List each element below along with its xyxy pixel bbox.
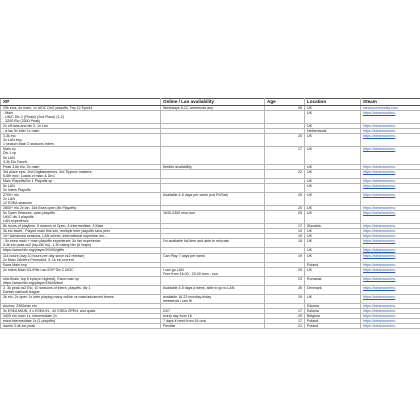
table-row bbox=[1, 183, 420, 192]
steam-link[interactable]: https://steamcommu bbox=[361, 147, 420, 164]
xp-cell-line: LAN experience bbox=[3, 219, 29, 224]
location-cell[interactable]: Netherlands bbox=[305, 129, 361, 134]
location-cell[interactable]: UK bbox=[305, 248, 361, 253]
location-cell[interactable]: UK bbox=[305, 169, 361, 178]
steam-link[interactable]: https://steamcommu bbox=[361, 192, 420, 205]
xp-cell-line: - a lan 5x inter 1x main bbox=[3, 129, 40, 134]
players-table bbox=[0, 98, 420, 329]
location-cell[interactable]: UK bbox=[305, 111, 361, 124]
age-cell[interactable]: 19 bbox=[265, 253, 305, 262]
table-row bbox=[1, 324, 420, 329]
steam-link[interactable]: https://steamcommu bbox=[361, 248, 420, 253]
header-row bbox=[1, 99, 420, 106]
table-row bbox=[1, 192, 420, 205]
xp-cell-line: 5x Open Seasons, open playoffs bbox=[3, 211, 55, 216]
steam-link[interactable]: https://steamcommu bbox=[361, 314, 420, 319]
availability-cell[interactable] bbox=[161, 211, 265, 224]
column-header-xp[interactable]: XP bbox=[1, 99, 161, 106]
xp-cell[interactable] bbox=[1, 285, 161, 294]
xp-cell-line: 2x Inters Main ICL/Rife Lan EXP Div 2 UKIC bbox=[3, 267, 74, 272]
age-cell[interactable]: 17 bbox=[265, 224, 305, 229]
column-header-availability[interactable]: Online / Lan availability bbox=[161, 99, 265, 106]
availability-cell-line: Weekdays 5-12, weekends any bbox=[163, 106, 213, 110]
availability-cell[interactable] bbox=[161, 253, 265, 262]
age-cell[interactable]: 18 bbox=[265, 239, 305, 248]
steam-link[interactable]: https://steamcommu bbox=[361, 129, 420, 134]
availability-cell-line: Can Play 7 days per week bbox=[163, 253, 205, 258]
steam-link[interactable]: https://steamcommu bbox=[361, 262, 420, 267]
xp-cell-line: https://www.hltv.org/player/24628/skol bbox=[3, 280, 64, 285]
availability-cell-line: Available 4-5 days per week (not Fri/Sat) bbox=[163, 192, 228, 197]
steam-link[interactable]: https://steamcommu bbox=[361, 111, 420, 124]
table-row bbox=[1, 147, 420, 164]
availability-cell-line: every day from 16 bbox=[163, 314, 192, 319]
xp-cell-line: 8k hours of playtime. 5 season of Open, 4 Intermediate, 3 Main. bbox=[3, 224, 105, 229]
age-cell[interactable]: 21 bbox=[265, 324, 305, 329]
xp-cell-line: Main Playoffs/Div 1 Playoffs xp bbox=[3, 178, 53, 183]
xp-cell-line: 2x Main 2xInters Promoted, 3: 1k elo current bbox=[3, 257, 74, 262]
steam-link[interactable]: https://steamcommu bbox=[361, 134, 420, 147]
xp-cell-line: - UKIC Div 1 (Finals) (2nd Place) (1-2) bbox=[3, 115, 64, 120]
xp-cell-line: 3400 elo main 1x, intermediate 2x bbox=[3, 314, 57, 319]
xp-cell[interactable] bbox=[1, 111, 161, 124]
table-row bbox=[1, 239, 420, 248]
age-cell[interactable]: 19 bbox=[265, 234, 305, 239]
age-cell[interactable] bbox=[265, 183, 305, 192]
location-cell[interactable]: UK bbox=[305, 267, 361, 276]
xp-cell-line: 3rd place epic, 2nd Digitalwarriors, 3rd Tippmix masters, bbox=[3, 169, 93, 174]
column-header-steam[interactable]: Steam bbox=[361, 99, 420, 106]
steam-link[interactable]: https://steamcommu bbox=[361, 206, 420, 211]
availability-cell-line: weekends i can fit bbox=[163, 298, 192, 303]
xp-cell-line: 1 season Main 2 seasons Inters bbox=[3, 142, 54, 147]
xp-cell-line: esea intermediate 2x (1 playoffs) bbox=[3, 319, 56, 324]
age-cell[interactable] bbox=[265, 111, 305, 124]
steam-link[interactable]: https://steamcommu bbox=[361, 229, 420, 234]
steam-link[interactable]: https://steamcommu bbox=[361, 309, 420, 314]
table-row bbox=[1, 211, 420, 224]
xp-cell-line: 3k elo faceit , Played main this szn, multiple inter playoffs szns prev bbox=[3, 229, 111, 234]
xp-cell-line: 2x LAN bbox=[3, 196, 15, 201]
age-cell[interactable]: 17 bbox=[265, 309, 305, 314]
location-cell[interactable]: UK bbox=[305, 294, 361, 303]
xp-cell-line: UKIC div 3 playoffs bbox=[3, 215, 34, 220]
age-cell[interactable]: 19 bbox=[265, 294, 305, 303]
age-cell[interactable]: 17 bbox=[265, 319, 305, 324]
availability-cell[interactable] bbox=[161, 267, 265, 276]
table-row bbox=[1, 169, 420, 178]
availability-cell[interactable] bbox=[161, 147, 265, 164]
xp-cell-line: - Main bbox=[3, 111, 13, 116]
xp-cell-line: 29k elos, 6x main, 1x UKIC Div2 playoffs, Top 12 Epic44 bbox=[3, 106, 93, 110]
location-cell[interactable]: UK bbox=[305, 253, 361, 262]
location-cell[interactable]: UK bbox=[305, 192, 361, 205]
steam-link[interactable]: steamcommunity.com bbox=[361, 106, 420, 111]
steam-link[interactable]: https://steamcommu bbox=[361, 253, 420, 262]
availability-cell-line: flexible availability bbox=[163, 164, 192, 169]
xp-cell-line: 2800+ elo 2x lan, 16x Esea open (8x Playoffs) bbox=[3, 206, 77, 211]
availability-cell-line: 7 days if need from 16 ocst bbox=[163, 319, 207, 324]
xp-cell-line: 3x ESEA MAIN, 4 x ESEA IN.. 4X ESEA OPEN, alot quals bbox=[3, 309, 96, 314]
xp-cell-line: 2700+ elo bbox=[3, 192, 19, 197]
xp-cell[interactable] bbox=[1, 169, 161, 178]
xp-cell-line: 11k hours (avg 10 hours per day since cs2 release) bbox=[3, 253, 85, 258]
xp-cell-line: Div 1 xp bbox=[3, 151, 16, 156]
steam-link[interactable]: https://steamcommu bbox=[361, 319, 420, 324]
availability-cell-line: I can go LAN bbox=[163, 267, 184, 272]
availability-cell[interactable] bbox=[161, 285, 265, 294]
steam-link[interactable]: https://steamcommu bbox=[361, 285, 420, 294]
xp-cell-line: Peak 3.6k elo, 2x main bbox=[3, 164, 40, 169]
availability-cell-line: Free from 16.00 - 23.00 mon - sun bbox=[163, 271, 218, 276]
availability-cell[interactable] bbox=[161, 324, 265, 329]
location-cell[interactable]: UK bbox=[305, 206, 361, 211]
steam-link[interactable]: https://steamcommu bbox=[361, 164, 420, 169]
table-row bbox=[1, 267, 420, 276]
availability-cell[interactable] bbox=[161, 276, 265, 285]
table-row bbox=[1, 134, 420, 147]
xp-cell-line: 3.3k elo bbox=[3, 134, 16, 139]
age-cell[interactable]: 20 bbox=[265, 206, 305, 211]
age-cell[interactable]: 23 bbox=[265, 276, 305, 285]
table-row bbox=[1, 253, 420, 262]
location-cell[interactable]: Estonia bbox=[305, 304, 361, 309]
xp-cell[interactable] bbox=[1, 324, 161, 329]
steam-link[interactable]: https://steamcommu bbox=[361, 211, 420, 224]
location-cell[interactable]: UK bbox=[305, 134, 361, 147]
xp-cell-line: 10+ Advanced seasons, LAN winner, international superstar etc... bbox=[3, 234, 107, 239]
steam-link[interactable]: https://steamcommu bbox=[361, 324, 420, 329]
availability-cell[interactable] bbox=[161, 192, 265, 205]
xp-cell[interactable] bbox=[1, 134, 161, 147]
xp-cell-line: Danish national league bbox=[3, 289, 40, 294]
age-cell[interactable]: 20 bbox=[265, 134, 305, 147]
xp-cell-line: 3. 3k peak cs2 Elo, 10 seasons of inters, playoffs, div 1 bbox=[3, 285, 91, 290]
xp-cell-line: 5-6th epic, Loads of main & Div1 bbox=[3, 173, 55, 178]
xp-cell-line: 4amin 3.4k elo peak bbox=[3, 324, 36, 329]
table-row bbox=[1, 285, 420, 294]
location-cell[interactable]: UK bbox=[305, 147, 361, 164]
xp-cell-line: Anchor, 2300max elo bbox=[3, 304, 37, 309]
availability-cell[interactable] bbox=[161, 183, 265, 192]
availability-cell-line: 24/7 bbox=[163, 309, 170, 314]
steam-link[interactable]: https://steamcommu bbox=[361, 304, 420, 309]
steam-link[interactable]: https://steamcommu bbox=[361, 169, 420, 178]
xp-cell-line: - 3200 Elo (3300 Peak) bbox=[3, 119, 40, 124]
location-cell[interactable]: Belgium bbox=[305, 314, 361, 319]
availability-cell-line: Flexible bbox=[163, 324, 176, 329]
availability-cell[interactable] bbox=[161, 294, 265, 303]
location-cell[interactable]: UK bbox=[305, 211, 361, 224]
location-cell[interactable]: Estonia bbox=[305, 309, 361, 314]
xp-cell-line: 3.4k elo peak cs2 (top150 eu), 1.30 rating hltv (6 maps) bbox=[3, 243, 92, 248]
location-cell[interactable]: UK bbox=[305, 124, 361, 129]
xp-cell[interactable] bbox=[1, 211, 161, 224]
age-cell[interactable]: 26 bbox=[265, 285, 305, 294]
availability-cell-line: 1630-2300 mon-sun bbox=[163, 211, 196, 216]
xp-cell[interactable] bbox=[1, 294, 161, 303]
age-cell[interactable]: 17 bbox=[265, 147, 305, 164]
steam-link[interactable]: https://steamcommu bbox=[361, 183, 420, 192]
location-cell[interactable]: UK bbox=[305, 234, 361, 239]
location-cell[interactable]: UK bbox=[305, 178, 361, 183]
table-row bbox=[1, 294, 420, 303]
xp-cell-line: 2x off-lans and div 2, 1x Lan bbox=[3, 124, 48, 129]
xp-cell-line: Main xp bbox=[3, 147, 16, 152]
availability-cell[interactable] bbox=[161, 111, 265, 124]
age-cell[interactable]: 22 bbox=[265, 169, 305, 178]
age-cell[interactable]: 19 bbox=[265, 229, 305, 234]
xp-cell[interactable] bbox=[1, 239, 161, 248]
xp-cell-line: 3.3k Elo Faceit bbox=[3, 159, 27, 164]
xp-cell-line: 3x Inters Playoffs bbox=[3, 187, 31, 192]
column-header-age[interactable]: Age bbox=[265, 99, 305, 106]
availability-cell[interactable] bbox=[161, 239, 265, 248]
location-cell[interactable]: Denmark bbox=[305, 285, 361, 294]
xp-cell[interactable] bbox=[1, 147, 161, 164]
xp-cell-line: 5x LAN bbox=[3, 155, 15, 160]
xp-cell[interactable] bbox=[1, 183, 161, 192]
age-cell[interactable]: 25 bbox=[265, 211, 305, 224]
availability-cell[interactable] bbox=[161, 134, 265, 147]
location-cell[interactable]: Poland bbox=[305, 324, 361, 329]
table-row bbox=[1, 111, 420, 124]
availability-cell-line: Available 4-5 days a week, able to go to LAN bbox=[163, 285, 235, 290]
availability-cell-line: available 16-23 monday-friday bbox=[163, 294, 212, 299]
xp-cell-line: ukic finals, top 6 epic(on highest), Esea main xp bbox=[3, 276, 80, 281]
location-cell[interactable]: UK bbox=[305, 239, 361, 248]
location-cell[interactable]: UK bbox=[305, 229, 361, 234]
age-cell[interactable]: 20 bbox=[265, 314, 305, 319]
xp-cell-line: 3x LAN exp bbox=[3, 138, 22, 143]
xp-cell-line: 3k elo, 2x open 1x inter playing many online vs main/advanced teams bbox=[3, 294, 114, 299]
location-cell[interactable]: UK bbox=[305, 106, 361, 111]
steam-link[interactable]: https://steamcommu bbox=[361, 224, 420, 229]
xp-cell-line: https://www.hltv.org/player/20490/gliffs bbox=[3, 248, 64, 253]
xp-cell-line: 5x LAN bbox=[3, 183, 15, 188]
availability-cell-line: I'm available full time and able to relocate. bbox=[163, 239, 230, 244]
age-cell[interactable]: 26 bbox=[265, 106, 305, 111]
steam-link[interactable]: https://steamcommu bbox=[361, 276, 420, 285]
location-cell[interactable]: Poland bbox=[305, 262, 361, 267]
steam-link[interactable]: https://steamcommu bbox=[361, 294, 420, 303]
location-cell[interactable]: UK bbox=[305, 164, 361, 169]
steam-link[interactable]: https://steamcommu bbox=[361, 267, 420, 276]
xp-cell[interactable] bbox=[1, 267, 161, 276]
steam-link[interactable]: https://steamcommu bbox=[361, 239, 420, 248]
xp-cell-line: - 5x esea main + main playoffs experience; 5x lan experience bbox=[3, 239, 101, 244]
xp-cell[interactable] bbox=[1, 276, 161, 285]
xp-cell[interactable] bbox=[1, 253, 161, 262]
xp-cell-line: Esea Main exp bbox=[3, 262, 27, 267]
steam-link[interactable]: https://steamcommu bbox=[361, 178, 420, 183]
xp-cell-line: 12 ESEA seasons bbox=[3, 200, 32, 205]
age-cell[interactable]: 25 bbox=[265, 192, 305, 205]
column-header-location[interactable]: Location bbox=[305, 99, 361, 106]
steam-link[interactable]: https://steamcommu bbox=[361, 234, 420, 239]
steam-link[interactable]: https://steamcommu bbox=[361, 124, 420, 129]
table-row bbox=[1, 276, 420, 285]
location-cell[interactable]: Poland bbox=[305, 319, 361, 324]
location-cell[interactable]: UK bbox=[305, 183, 361, 192]
age-cell[interactable]: 25 bbox=[265, 267, 305, 276]
spreadsheet bbox=[0, 98, 420, 329]
xp-cell[interactable] bbox=[1, 192, 161, 205]
location-cell[interactable]: Slovakia bbox=[305, 224, 361, 229]
location-cell[interactable]: Romania bbox=[305, 276, 361, 285]
availability-cell[interactable] bbox=[161, 169, 265, 178]
